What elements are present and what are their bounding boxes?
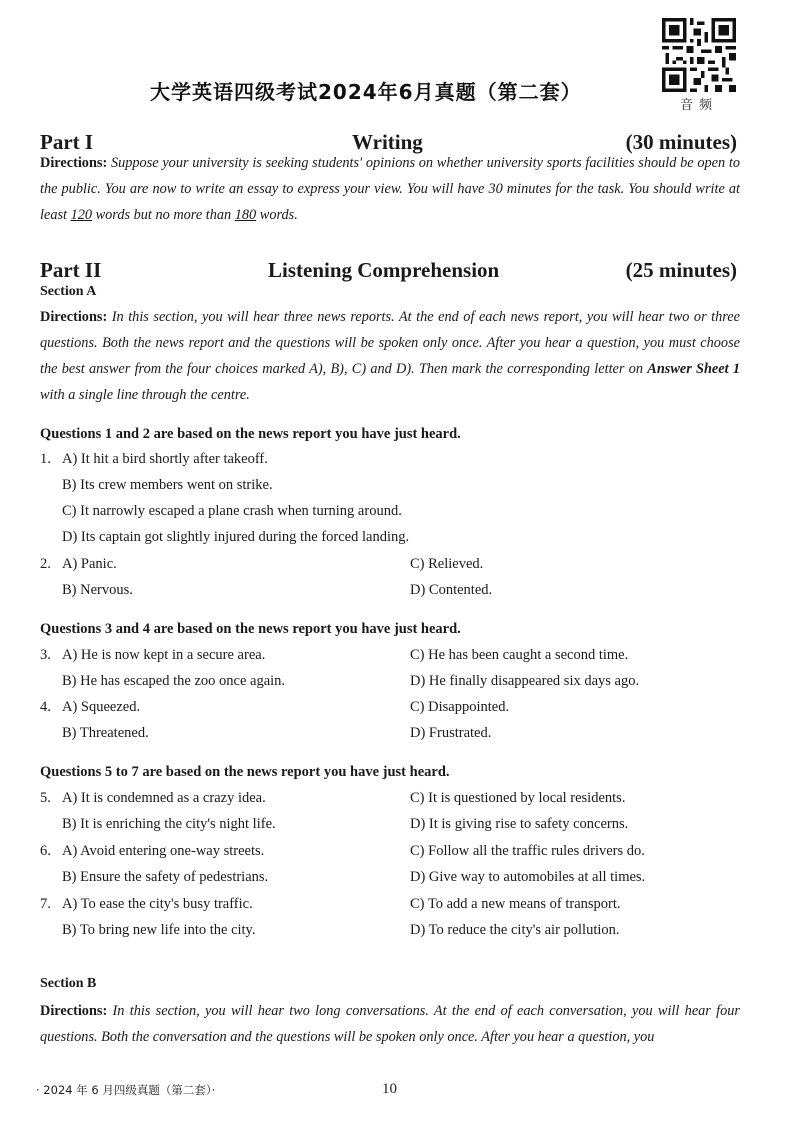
option-a[interactable]: A) He is now kept in a secure area. bbox=[62, 647, 266, 663]
option-a[interactable]: A) Squeezed. bbox=[62, 699, 141, 715]
option-d[interactable]: D) Contented. bbox=[410, 582, 493, 598]
part-2-label: Part II bbox=[40, 258, 102, 282]
question-number: 7. bbox=[40, 896, 51, 912]
question-number: 1. bbox=[40, 451, 51, 467]
footer-source: · 2024 年 6 月四级真题（第二套）· bbox=[36, 1083, 216, 1097]
directions-label: Directions: bbox=[40, 309, 108, 325]
part-1-directions bbox=[40, 150, 740, 228]
directions-text: In this section, you will hear two long conversations. At the end of each conversation, you will hear four questions. Both the conversation and the questions will be spoken only once. After you hear a question, you bbox=[40, 1003, 740, 1045]
part-1-label: Part I bbox=[40, 130, 94, 154]
option-c[interactable]: C) Relieved. bbox=[410, 556, 484, 572]
question-number: 6. bbox=[40, 843, 51, 859]
option-b[interactable]: B) Nervous. bbox=[62, 582, 133, 598]
directions-text: In this section, you will hear three news reports. At the end of each news report, you will hear two or three questions. Both the news report and the questions will be spoken only once. After you hear a question, you must choose the best answer from the four choices marked A), B), C) and D). Then mark the corresponding letter on Answer Sheet 1 with a single line through the centre. bbox=[40, 309, 741, 403]
min-words: 120 bbox=[70, 207, 93, 223]
option-a[interactable]: A) Panic. bbox=[62, 556, 117, 572]
section-a-label: Section A bbox=[40, 284, 97, 299]
answer-sheet-ref: Answer Sheet 1 bbox=[647, 361, 741, 377]
question-number: 2. bbox=[40, 556, 51, 572]
question-group-heading: Questions 1 and 2 are based on the news report you have just heard. bbox=[40, 426, 461, 442]
page-title: 大学英语四级考试2024年6月真题（第二套） bbox=[150, 80, 582, 104]
audio-label: 音频 bbox=[680, 98, 719, 113]
directions-text: Suppose your university is seeking students' opinions on whether university sports facilities should be open to the public. You are now to write an essay to express your view. You will have 30 minutes for the task. You should write at least 120 words but no more than 180 words. bbox=[40, 155, 740, 223]
question-number: 3. bbox=[40, 647, 51, 663]
directions-label: Directions: bbox=[40, 155, 108, 171]
option-b[interactable]: B) To bring new life into the city. bbox=[62, 922, 256, 938]
option-c[interactable]: C) To add a new means of transport. bbox=[410, 896, 621, 912]
option-c[interactable]: C) It is questioned by local residents. bbox=[410, 790, 626, 806]
option-b[interactable]: B) Threatened. bbox=[62, 725, 149, 741]
max-words: 180 bbox=[234, 207, 257, 223]
part-2-title: Listening Comprehension bbox=[268, 258, 500, 282]
option-c[interactable]: C) It narrowly escaped a plane crash when turning around. bbox=[62, 503, 402, 519]
option-d[interactable]: D) Give way to automobiles at all times. bbox=[410, 869, 646, 885]
option-a[interactable]: A) Avoid entering one-way streets. bbox=[62, 843, 265, 859]
option-c[interactable]: C) He has been caught a second time. bbox=[410, 647, 629, 663]
directions-label: Directions: bbox=[40, 1003, 108, 1019]
part-1-title: Writing bbox=[352, 130, 423, 154]
option-b[interactable]: B) Ensure the safety of pedestrians. bbox=[62, 869, 269, 885]
option-c[interactable]: C) Disappointed. bbox=[410, 699, 510, 715]
option-d[interactable]: D) Frustrated. bbox=[410, 725, 492, 741]
part-2-time: (25 minutes) bbox=[625, 258, 737, 282]
section-b-label: Section B bbox=[40, 976, 97, 991]
part-1-time: (30 minutes) bbox=[625, 130, 737, 154]
page-number: 10 bbox=[382, 1081, 397, 1097]
section-b-directions bbox=[40, 998, 740, 1050]
question-group-heading: Questions 3 and 4 are based on the news report you have just heard. bbox=[40, 621, 461, 637]
option-d[interactable]: D) Its captain got slightly injured during the forced landing. bbox=[62, 529, 410, 545]
option-b[interactable]: B) Its crew members went on strike. bbox=[62, 477, 273, 493]
part-2-heading bbox=[40, 258, 737, 284]
qr-code-icon[interactable] bbox=[662, 18, 736, 92]
option-d[interactable]: D) To reduce the city's air pollution. bbox=[410, 922, 620, 938]
question-number: 5. bbox=[40, 790, 51, 806]
option-a[interactable]: A) To ease the city's busy traffic. bbox=[62, 896, 253, 912]
option-b[interactable]: B) It is enriching the city's night life. bbox=[62, 816, 276, 832]
option-d[interactable]: D) He finally disappeared six days ago. bbox=[410, 673, 640, 689]
question-number: 4. bbox=[40, 699, 51, 715]
option-b[interactable]: B) He has escaped the zoo once again. bbox=[62, 673, 286, 689]
option-d[interactable]: D) It is giving rise to safety concerns. bbox=[410, 816, 629, 832]
option-a[interactable]: A) It is condemned as a crazy idea. bbox=[62, 790, 266, 806]
question-group-heading: Questions 5 to 7 are based on the news report you have just heard. bbox=[40, 764, 450, 780]
option-a[interactable]: A) It hit a bird shortly after takeoff. bbox=[62, 451, 268, 467]
section-a-directions bbox=[40, 304, 740, 408]
option-c[interactable]: C) Follow all the traffic rules drivers do. bbox=[410, 843, 645, 859]
